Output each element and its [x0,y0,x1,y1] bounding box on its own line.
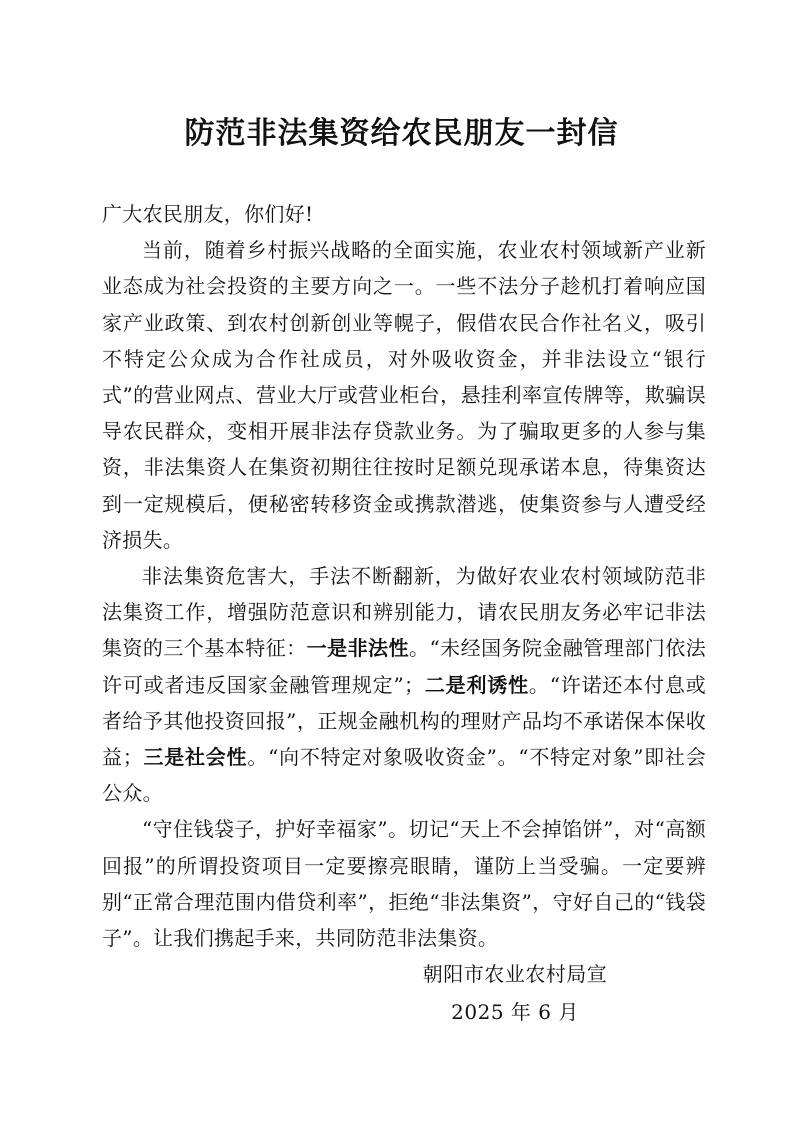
feature-publicity-label: 三是社会性 [143,745,248,770]
signature-date: 2025 年 6 月 [451,1000,579,1024]
salutation: 广大农民朋友，你们好! [102,202,314,226]
paragraph-advice: “守住钱袋子，护好幸福家”。切记“天上不会掉馅饼”，对“高额回报”的所谓投资项目一定要擦亮眼睛，谨防上当受骗。一定要辨别“正常合理范围内借贷利率”，拒绝“非法集资”，守好自己的“钱袋子”。让我们携起手来，共同防范非法集资。 [102,817,706,951]
feature-illegality-label: 一是非法性 [306,636,409,661]
paragraph-background: 当前，随着乡村振兴战略的全面实施，农业农村领域新产业新业态成为社会投资的主要方向之一。一些不法分子趁机打着响应国家产业政策、到农村创新创业等幌子，假借农民合作社名义，吸引不特定公众成为合作社成员，对外吸收资金，并非法设立“银行式”的营业网点、营业大厅或营业柜台，悬挂利率宣传牌等，欺骗误导农民群众，变相开展非法存贷款业务。为了骗取更多的人参与集资，非法集资人在集资初期往往按时足额兑现承诺本息，待集资达到一定规模后，便秘密转移资金或携款潜逃，使集资参与人遭受经济损失。 [102,238,706,552]
letter-title: 防范非法集资给农民朋友一封信 [184,116,619,151]
signature-organization: 朝阳市农业农村局宣 [422,962,608,986]
feature-publicity-text: 。“向不特定对象吸收资金”。“不特定对象”即社会公众。 [102,745,706,806]
features-intro: 非法集资危害大，手法不断翻新，为做好农业农村领域防范非法集资工作，增强防范意识和辨别能力，请农民朋友务必牢记非法集资的三个基本特征： [102,564,706,661]
feature-illegality-text: 。“未经国务院金融管理部门依法许可或者违反国家金融管理规定”； [102,636,707,697]
paragraph-features [102,558,706,811]
letter-body [102,196,706,956]
feature-inducement-label: 二是利诱性 [424,672,529,697]
feature-inducement-text: 。“许诺还本付息或者给予其他投资回报”，正规金融机构的理财产品均不承诺保本保收益； [102,672,706,770]
